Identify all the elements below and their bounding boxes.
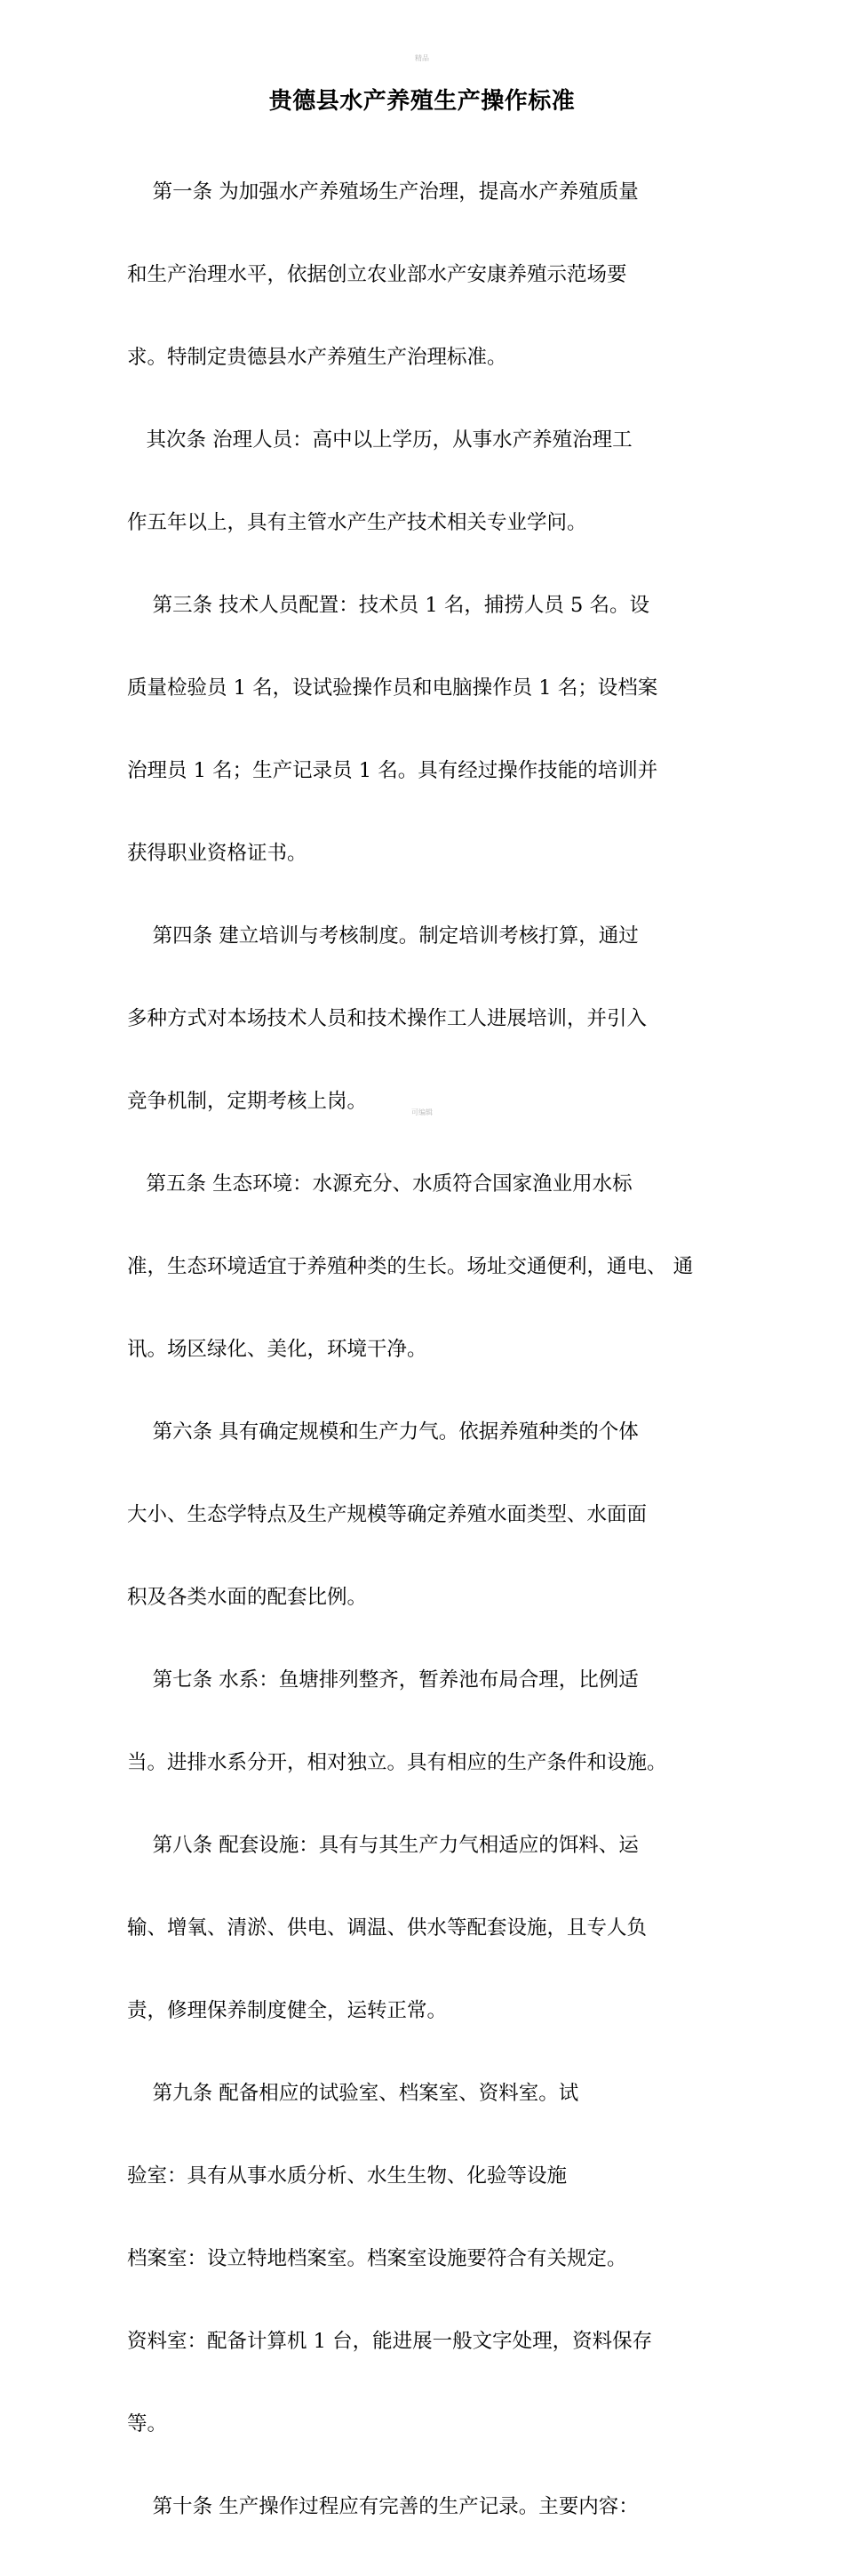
text-line: 和生产治理水平，依据创立农业部水产安康养殖示范场要 [127, 263, 627, 286]
text-line: 等。 [127, 2412, 168, 2436]
text-line: 作五年以上，具有主管水产生产技术相关专业学问。 [127, 511, 587, 534]
text-line: 第十条 生产操作过程应有完善的生产记录。主要内容： [127, 2495, 639, 2518]
text-line: 资料室：配备计算机 1 台，能进展一般文字处理，资料保存 [127, 2330, 653, 2353]
header-watermark: 精品 [415, 54, 429, 62]
text-line: 获得职业资格证书。 [127, 842, 307, 865]
body-text [127, 124, 731, 2576]
document-title: 贵德县水产养殖生产操作标准 [268, 88, 576, 115]
text-line: 档案室：设立特地档案室。档案室设施要符合有关规定。 [127, 2247, 627, 2270]
text-line: 第七条 水系：鱼塘排列整齐，暂养池布局合理，比例适 [127, 1668, 639, 1692]
footer-watermark: 可编辑 [411, 1108, 433, 1116]
text-line: 其次条 治理人员：高中以上学历，从事水产养殖治理工 [127, 428, 633, 452]
document-body [127, 124, 731, 2576]
text-line: 第八条 配套设施：具有与其生产力气相适应的饵料、运 [127, 1834, 639, 1857]
text-line: 求。特制定贵德县水产养殖生产治理标准。 [127, 346, 507, 369]
text-line: 当。进排水系分开，相对独立。具有相应的生产条件和设施。 [127, 1751, 667, 1774]
text-line: 第三条 技术人员配置：技术员 1 名，捕捞人员 5 名。设 [127, 594, 650, 617]
text-line: 验室：具有从事水质分析、水生生物、化验等设施 [127, 2164, 568, 2188]
text-line: 第五条 生态环境：水源充分、水质符合国家渔业用水标 [127, 1172, 633, 1196]
text-line: 第六条 具有确定规模和生产力气。依据养殖种类的个体 [127, 1420, 639, 1444]
text-line: 多种方式对本场技术人员和技术操作工人进展培训，并引入 [127, 1007, 648, 1030]
text-line: 第四条 建立培训与考核制度。制定培训考核打算，通过 [127, 924, 639, 948]
text-line: 大小、生态学特点及生产规模等确定养殖水面类型、水面面 [127, 1503, 648, 1526]
text-line: 第九条 配备相应的试验室、档案室、资料室。试 [127, 2082, 579, 2105]
text-line: 讯。场区绿化、美化，环境干净。 [127, 1338, 427, 1361]
text-line: 竞争机制，定期考核上岗。 [127, 1090, 368, 1113]
text-line: 第一条 为加强水产养殖场生产治理，提高水产养殖质量 [127, 180, 639, 204]
text-line: 积及各类水面的配套比例。 [127, 1586, 368, 1609]
text-line: 质量检验员 1 名，设试验操作员和电脑操作员 1 名；设档案 [127, 676, 658, 700]
text-line: 输、增氧、清淤、供电、调温、供水等配套设施，且专人负 [127, 1916, 648, 1940]
text-line: 治理员 1 名；生产记录员 1 名。具有经过操作技能的培训并 [127, 759, 658, 782]
text-line: 准，生态环境适宜于养殖种类的生长。场址交通便利，通电、 通 [127, 1255, 694, 1278]
text-line: 责，修理保养制度健全，运转正常。 [127, 1999, 448, 2022]
